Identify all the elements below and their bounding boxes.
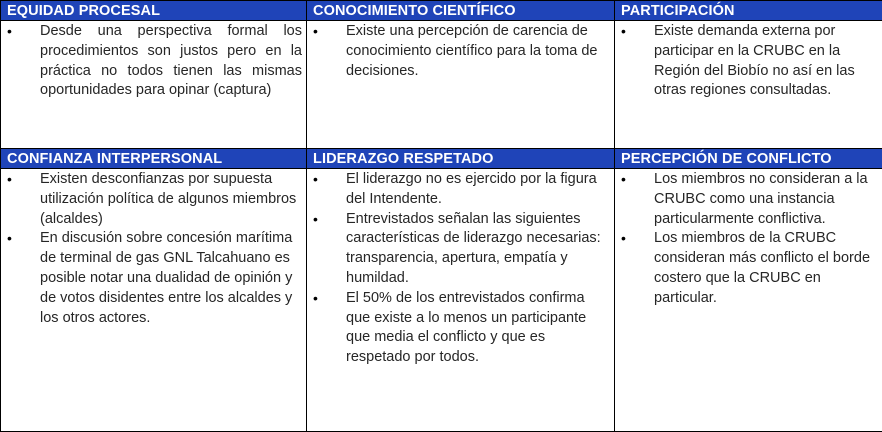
list-item: • Los miembros no consideran a la CRUBC como una instancia particularmente conflictiva.	[615, 170, 878, 229]
bullet-icon: •	[621, 22, 626, 42]
header-participacion: PARTICIPACIÓN	[615, 1, 882, 21]
bullet-icon: •	[621, 170, 626, 190]
header-conocimiento-cientifico: CONOCIMIENTO CIENTÍFICO	[307, 1, 615, 21]
list-confianza	[1, 169, 306, 328]
bullet-icon: •	[313, 210, 318, 230]
list-item: • El liderazgo no es ejercido por la figura del Intendente.	[307, 170, 610, 210]
list-item: • Existe una percepción de carencia de conocimiento científico para la toma de decisiones.	[307, 22, 610, 81]
list-equidad	[1, 21, 306, 101]
list-item: • Entrevistados señalan las siguientes características de liderazgo necesarias: transparencia, apertura, empatía y humildad.	[307, 210, 610, 289]
header-liderazgo-respetado: LIDERAZGO RESPETADO	[307, 149, 615, 169]
bullet-icon: •	[7, 170, 12, 190]
list-item: • En discusión sobre concesión marítima de terminal de gas GNL Talcahuano es posible notar una dualidad de opinión y de votos disidentes entre los alcaldes y los otros actores.	[1, 229, 302, 328]
bullet-icon: •	[7, 229, 12, 249]
bullet-icon: •	[313, 170, 318, 190]
cell-confianza-interpersonal	[1, 169, 307, 432]
list-item: • Desde una perspectiva formal los procedimientos son justos pero en la práctica no todos tienen las mismas oportunidades para opinar (captura)	[1, 22, 302, 101]
header-confianza-interpersonal: CONFIANZA INTERPERSONAL	[1, 149, 307, 169]
list-liderazgo	[307, 169, 614, 368]
bullet-icon: •	[313, 289, 318, 309]
cell-liderazgo-respetado	[307, 169, 615, 432]
list-item: • El 50% de los entrevistados confirma que existe a lo menos un participante que media el conflicto y que es respetado por todos.	[307, 289, 610, 368]
cell-conocimiento-cientifico	[307, 21, 615, 149]
cell-equidad-procesal	[1, 21, 307, 149]
list-conflicto	[615, 169, 882, 309]
list-item: • Existen desconfianzas por supuesta utilización política de algunos miembros (alcaldes)	[1, 170, 302, 229]
list-item: • Existe demanda externa por participar en la CRUBC en la Región del Biobío no así en las otras regiones consultadas.	[615, 22, 878, 101]
list-participacion	[615, 21, 882, 101]
list-item: • Los miembros de la CRUBC consideran más conflicto el borde costero que la CRUBC en particular.	[615, 229, 878, 308]
bullet-icon: •	[621, 229, 626, 249]
cell-participacion	[615, 21, 882, 149]
bullet-icon: •	[313, 22, 318, 42]
header-percepcion-conflicto: PERCEPCIÓN DE CONFLICTO	[615, 149, 882, 169]
bullet-icon: •	[7, 22, 12, 42]
list-conocimiento	[307, 21, 614, 81]
header-equidad-procesal: EQUIDAD PROCESAL	[1, 1, 307, 21]
cell-percepcion-conflicto	[615, 169, 882, 432]
